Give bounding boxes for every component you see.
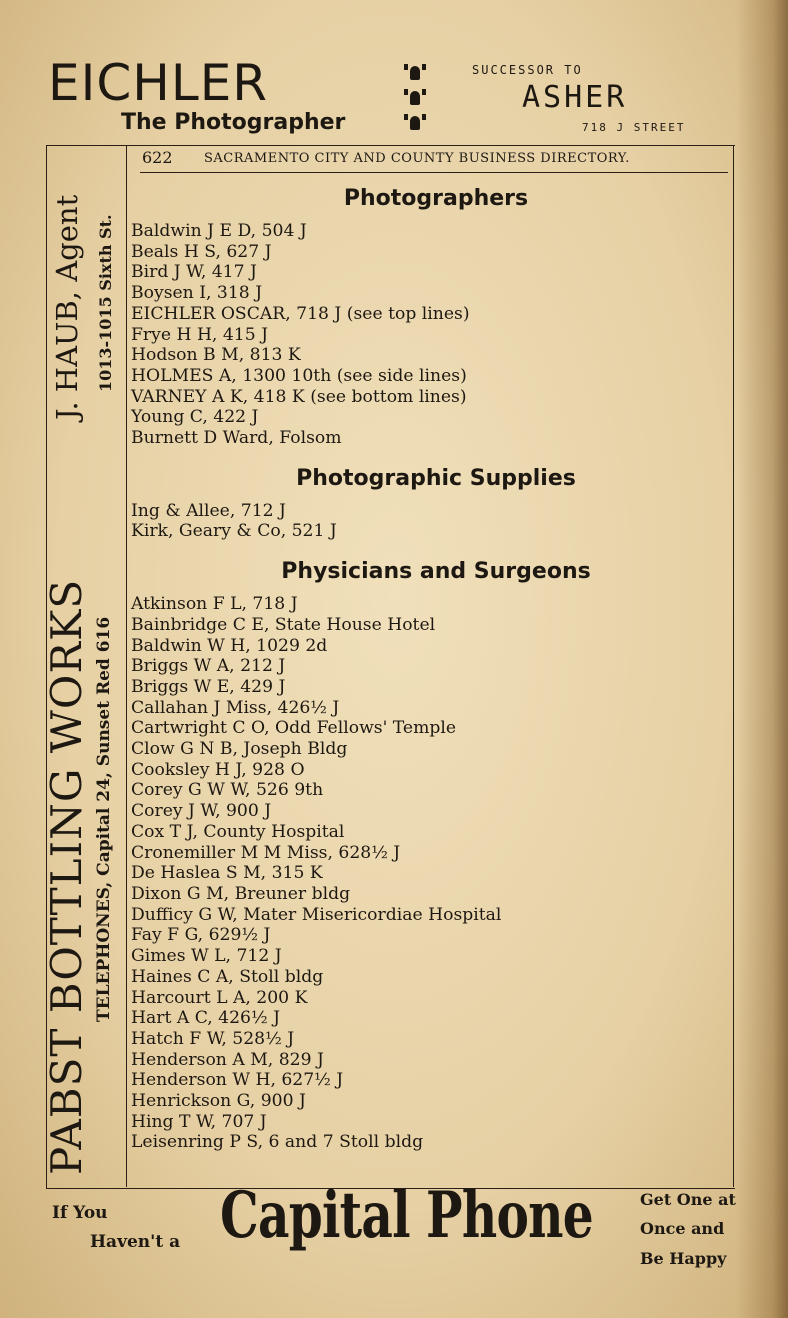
list-item: Young C, 422 J (131, 407, 259, 428)
list-item: Cronemiller M M Miss, 628½ J (131, 842, 401, 863)
list-item: Callahan J Miss, 426½ J (131, 697, 340, 718)
list-item: Briggs W A, 212 J (131, 656, 286, 677)
street-address: 718 J STREET (582, 121, 686, 134)
directory-content (131, 183, 731, 1153)
list-item: Dufficy G W, Mater Misericordiae Hospital (131, 904, 502, 925)
successor-label: SUCCESSOR TO (472, 63, 583, 77)
footer-left-line2: Haven't a (90, 1232, 181, 1252)
predecessor-name: ASHER (522, 80, 628, 115)
footer-right-line2: Once and (640, 1219, 725, 1238)
list-item: Hodson B M, 813 K (131, 345, 301, 366)
list-item: Hing T W, 707 J (131, 1111, 267, 1132)
list-item: Clow G N B, Joseph Bldg (131, 739, 348, 760)
list-item: Leisenring P S, 6 and 7 Stoll bldg (131, 1132, 424, 1153)
list-item: Corey G W W, 526 9th (131, 780, 324, 801)
list-item: Henderson A M, 829 J (131, 1049, 324, 1070)
list-item: Bainbridge C E, State House Hotel (131, 614, 436, 635)
list-item: Hart A C, 426½ J (131, 1008, 280, 1029)
list-item: Cartwright C O, Odd Fellows' Temple (131, 718, 457, 739)
list-item: Corey J W, 900 J (131, 801, 272, 822)
right-rule (733, 145, 734, 1187)
list-item: VARNEY A K, 418 K (see bottom lines) (131, 386, 467, 407)
side-divider (126, 145, 127, 1187)
list-item: Haines C A, Stoll bldg (131, 966, 324, 987)
footer-right-line3: Be Happy (640, 1249, 727, 1268)
list-item: HOLMES A, 1300 10th (see side lines) (131, 365, 467, 386)
photographic-supplies-list (131, 501, 731, 542)
side-ad-address: 1013-1015 Sixth St. (96, 214, 115, 392)
list-item: Bird J W, 417 J (131, 262, 257, 283)
list-item: Cooksley H J, 928 O (131, 759, 305, 780)
section-heading-photographers: Photographers (343, 186, 529, 211)
list-item: Dixon G M, Breuner bldg (131, 883, 351, 904)
list-item: Hatch F W, 528½ J (131, 1028, 295, 1049)
side-ad-agent: J. HAUB, Agent (50, 194, 84, 420)
list-item: Frye H H, 415 J (131, 324, 269, 345)
section-heading-physicians: Physicians and Surgeons (281, 559, 591, 585)
photographers-list (131, 221, 731, 449)
page-edge-shadow (736, 0, 788, 1318)
list-item: Atkinson F L, 718 J (131, 594, 298, 615)
footer-left-line1: If You (52, 1203, 108, 1223)
list-item: Gimes W L, 712 J (131, 946, 282, 967)
list-item: Briggs W E, 429 J (131, 676, 286, 697)
page-header (140, 148, 728, 173)
list-item: Boysen I, 318 J (131, 283, 263, 304)
side-ad-telephones: TELEPHONES, Capital 24, Sunset Red 616 (94, 616, 114, 1022)
list-item: Henderson W H, 627½ J (131, 1070, 344, 1091)
list-item: Cox T J, County Hospital (131, 821, 345, 842)
studio-tagline: The Photographer (121, 110, 346, 135)
ornament-icon (398, 64, 432, 139)
list-item: Henrickson G, 900 J (131, 1091, 306, 1112)
side-ad-company: PABST BOTTLING WORKS (42, 578, 91, 1175)
list-item: De Haslea S M, 315 K (131, 863, 323, 884)
list-item: Harcourt L A, 200 K (131, 987, 308, 1008)
footer-main: Capital Phone (220, 1178, 593, 1253)
section-heading-photographic-supplies: Photographic Supplies (296, 465, 576, 491)
page-number: 622 (142, 148, 173, 167)
list-item: Baldwin W H, 1029 2d (131, 635, 328, 656)
physicians-list (131, 594, 731, 1153)
list-item: Beals H S, 627 J (131, 241, 272, 262)
directory-title: SACRAMENTO CITY AND COUNTY BUSINESS DIRECTORY. (204, 151, 630, 166)
footer-right-line1: Get One at (640, 1190, 736, 1209)
list-item: Baldwin J E D, 504 J (131, 221, 307, 241)
list-item: Fay F G, 629½ J (131, 925, 271, 946)
list-item: EICHLER OSCAR, 718 J (see top lines) (131, 303, 470, 324)
list-item: Kirk, Geary & Co, 521 J (131, 521, 337, 542)
list-item: Ing & Allee, 712 J (131, 500, 286, 521)
studio-name: EICHLER (48, 54, 269, 112)
list-item: Burnett D Ward, Folsom (131, 428, 342, 449)
